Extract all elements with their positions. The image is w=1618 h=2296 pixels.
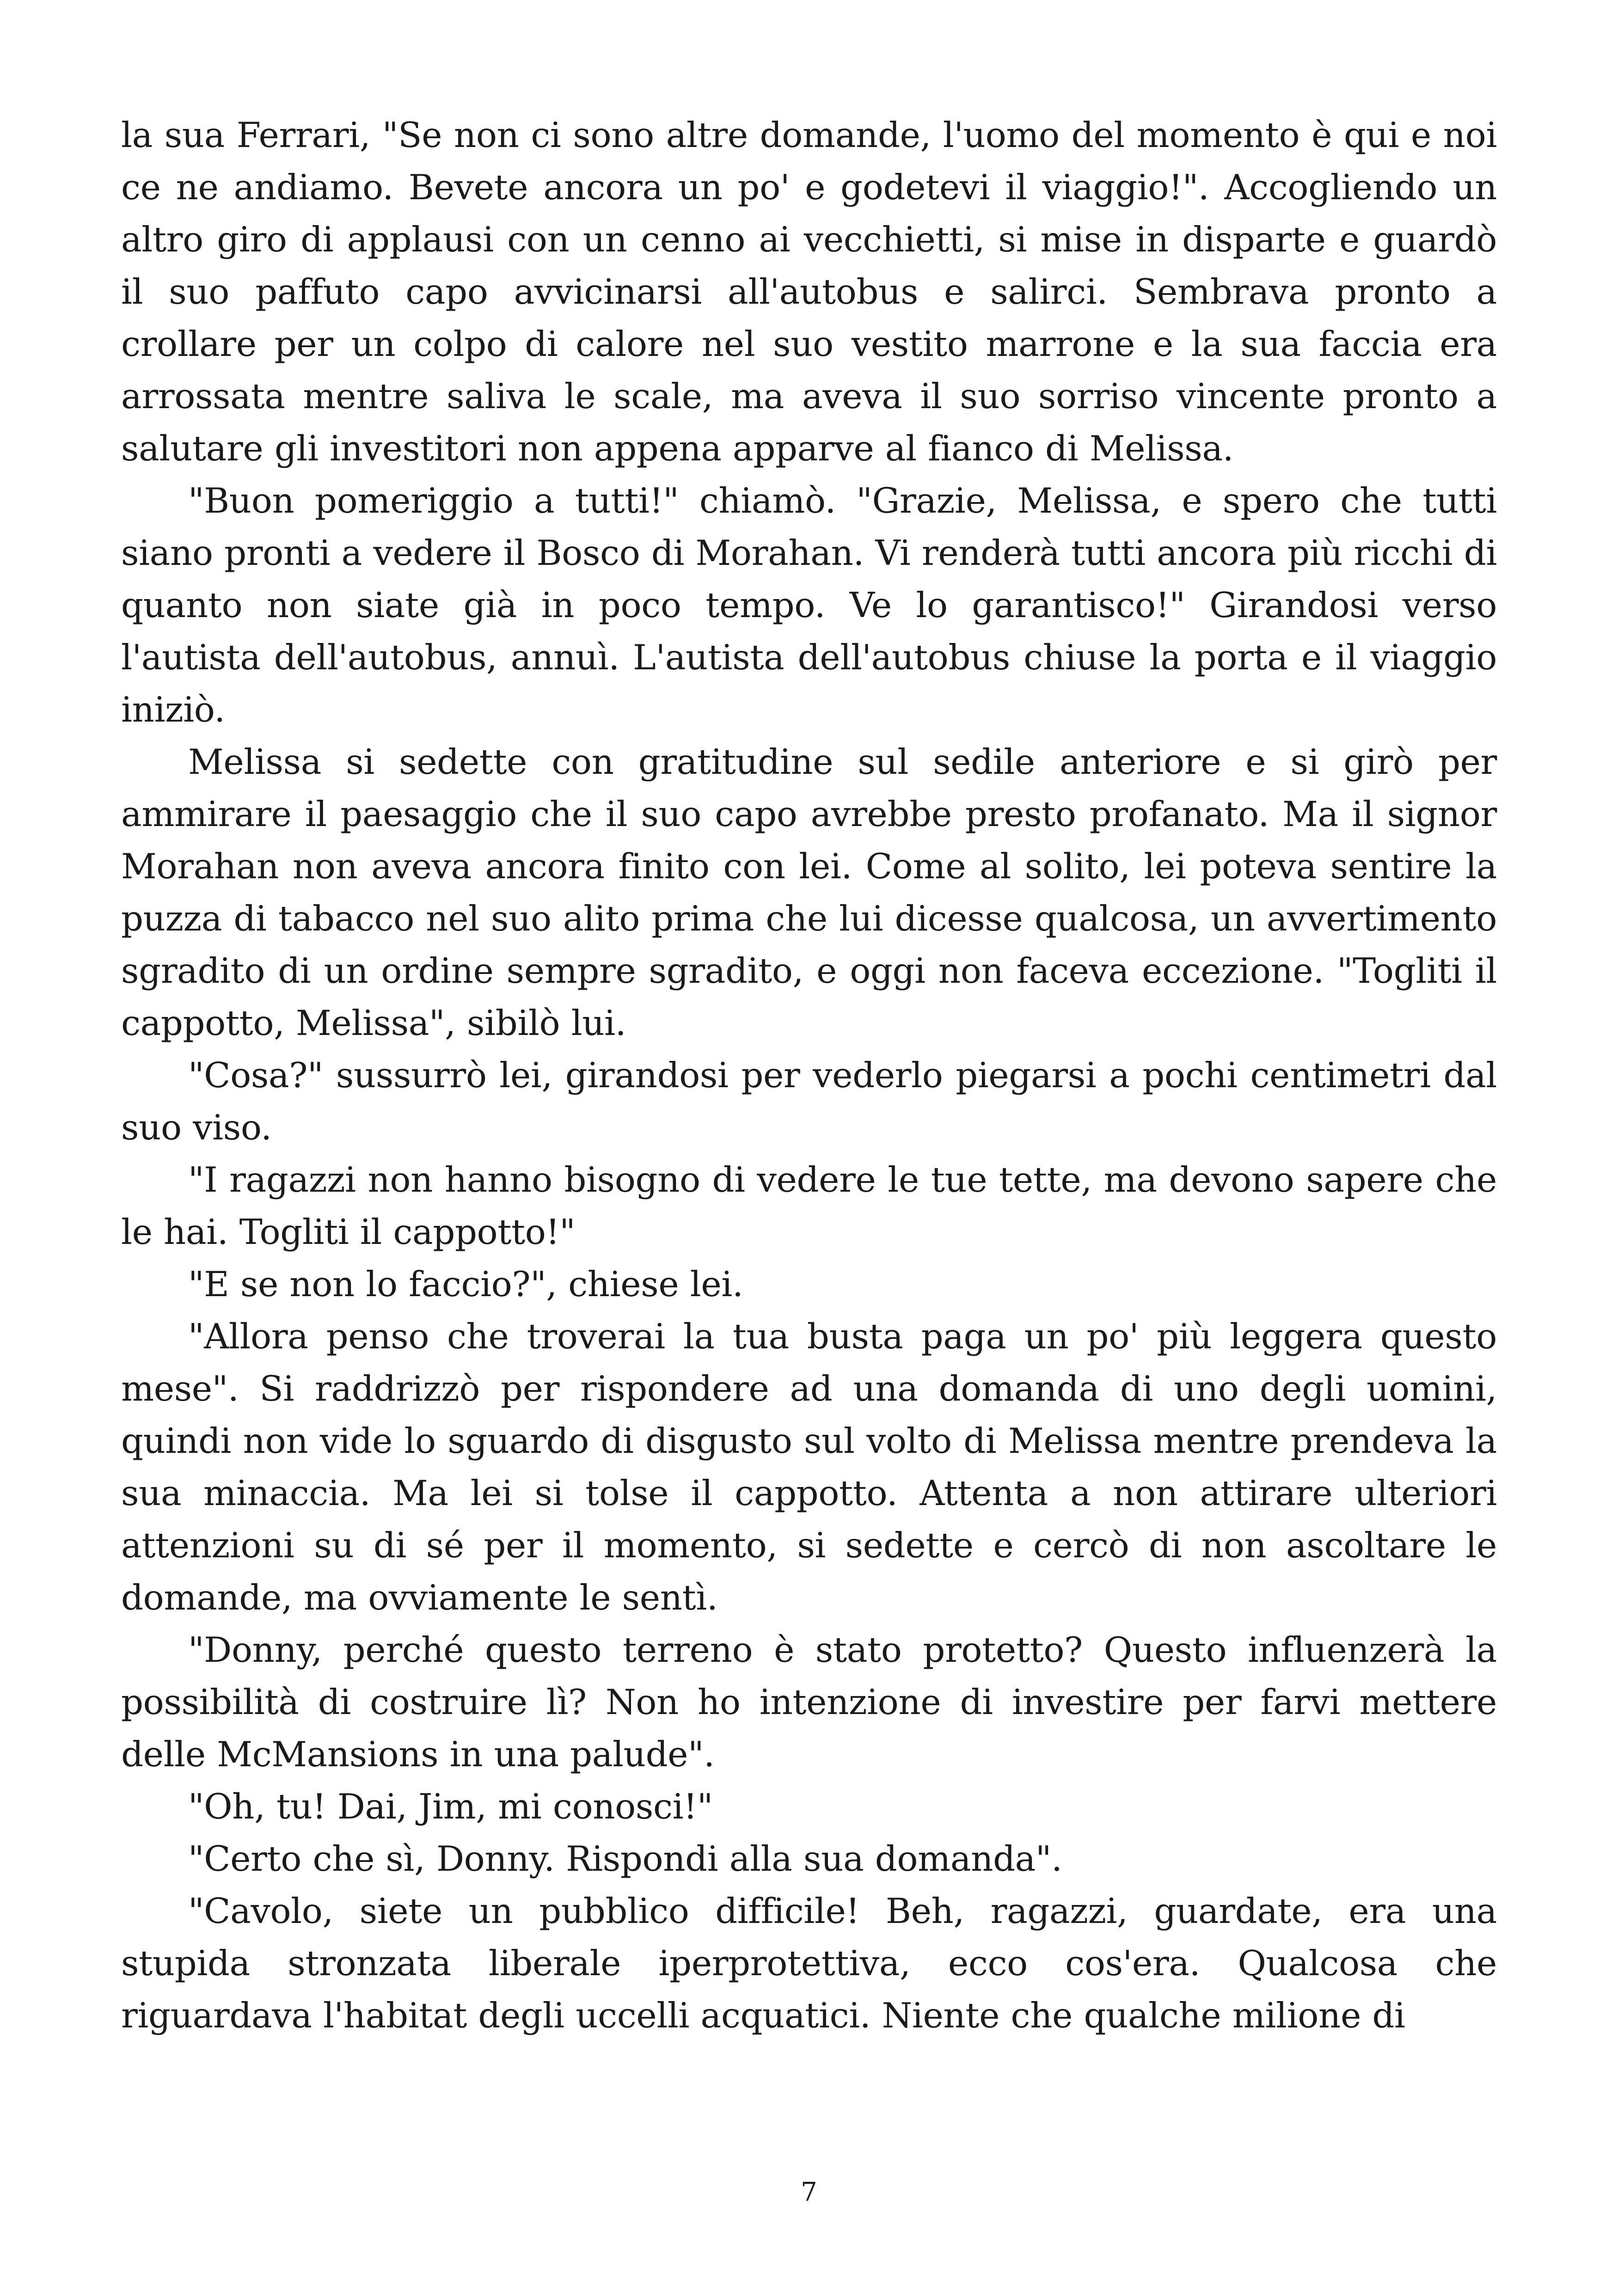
paragraph: "Cosa?" sussurrò lei, girandosi per vederlo piegarsi a pochi centimetri dal suo viso. [121,1055,1497,1148]
paragraph: "Cavolo, siete un pubblico difficile! Beh, ragazzi, guardate, era una stupida stronzata liberale iperprotettiva, ecco cos'era. Qualcosa che riguardava l'habitat degli uccelli acquatici. Niente che qualche milione di [121,1891,1497,2036]
paragraph: Melissa si sedette con gratitudine sul sedile anteriore e si girò per ammirare il paesaggio che il suo capo avrebbe presto profanato. Ma il signor Morahan non aveva ancora finito con lei. Come al solito, lei poteva sentire la puzza di tabacco nel suo alito prima che lui dicesse qualcosa, un avvertimento sgradito di un ordine sempre sgradito, e oggi non faceva eccezione. "Togliti il cappotto, Melissa", sibilò lui. [121,741,1497,1043]
page-number: 7 [801,2177,817,2207]
paragraph: "Certo che sì, Donny. Rispondi alla sua domanda". [188,1838,1062,1879]
paragraph-continuation: la sua Ferrari, "Se non ci sono altre domande, l'uomo del momento è qui e noi ce ne andiamo. Bevete ancora un po' e godetevi il viaggio!". Accogliendo un altro giro di applausi con un cenno ai vecchietti, si mise in disparte e guardò il suo paffuto capo avvicinarsi all'autobus e salirci. Sembrava pronto a crollare per un colpo di calore nel suo vestito marrone e la sua faccia era arrossata mentre saliva le scale, ma aveva il suo sorriso vincente pronto a salutare gli investitori non appena apparve al fianco di Melissa. [121,115,1497,469]
paragraph: "Donny, perché questo terreno è stato protetto? Questo influenzerà la possibilità di costruire lì? Non ho intenzione di investire per farvi mettere delle McMansions in una palude". [121,1629,1497,1775]
paragraph: "Allora penso che troverai la tua busta paga un po' più leggera questo mese". Si raddrizzò per rispondere ad una domanda di uno degli uomini, quindi non vide lo sguardo di disgusto sul volto di Melissa mentre prendeva la sua minaccia. Ma lei si tolse il cappotto. Attenta a non attirare ulteriori attenzioni su di sé per il momento, si sedette e cercò di non ascoltare le domande, ma ovviamente le sentì. [121,1316,1497,1618]
page-body [121,109,1497,2042]
paragraph: "E se non lo faccio?", chiese lei. [188,1264,743,1304]
paragraph: "Oh, tu! Dai, Jim, mi conosci!" [188,1786,713,1827]
paragraph: "Buon pomeriggio a tutti!" chiamò. "Grazie, Melissa, e spero che tutti siano pronti a vedere il Bosco di Morahan. Vi renderà tutti ancora più ricchi di quanto non siate già in poco tempo. Ve lo garantisco!" Girandosi verso l'autista dell'autobus, annuì. L'autista dell'autobus chiuse la porta e il viaggio iniziò. [121,480,1497,730]
paragraph: "I ragazzi non hanno bisogno di vedere le tue tette, ma devono sapere che le hai. Togliti il cappotto!" [121,1159,1497,1252]
